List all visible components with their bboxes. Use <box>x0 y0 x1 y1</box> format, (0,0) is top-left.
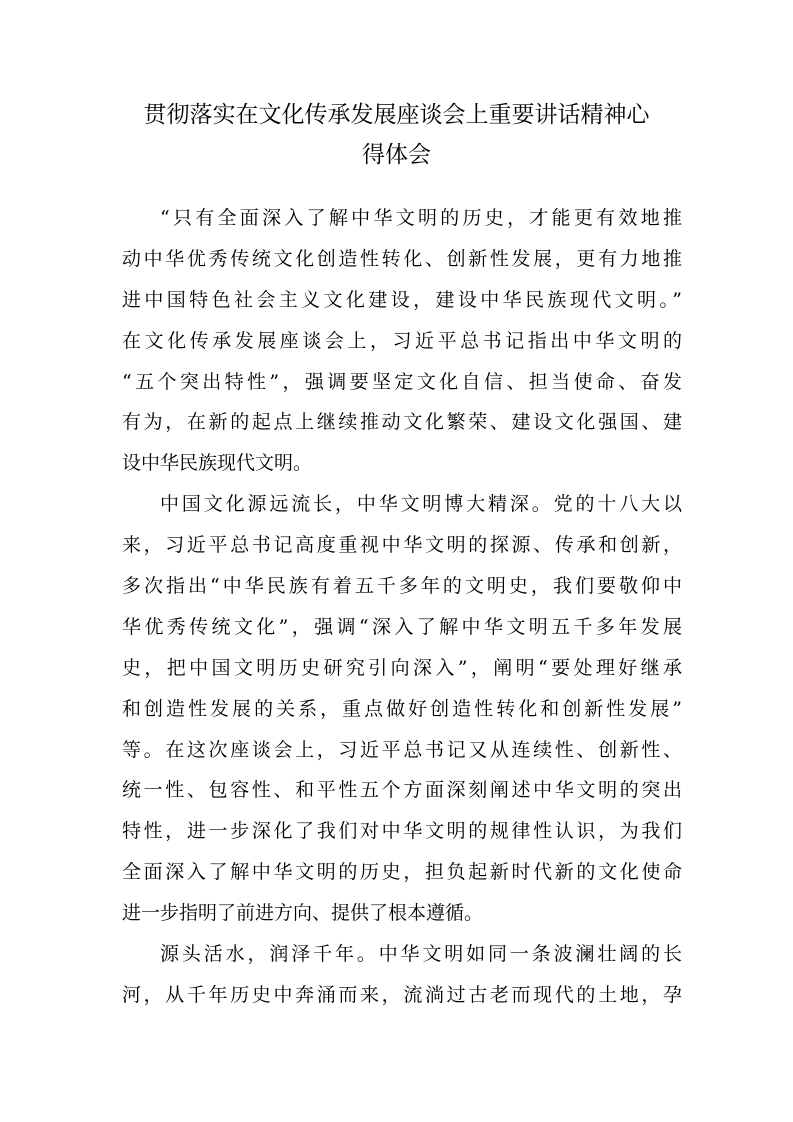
text-line: 特性，进一步深化了我们对中华文明的规律性认识，为我们 <box>122 820 682 843</box>
title-line: 得体会 <box>362 142 431 168</box>
text-line: 在文化传承发展座谈会上，习近平总书记指出中华文明的 <box>122 329 682 352</box>
document-body <box>122 198 682 1016</box>
paragraph <box>122 198 682 484</box>
text-line: 动中华优秀传统文化创造性转化、创新性发展，更有力地推 <box>122 247 682 270</box>
paragraph <box>122 484 682 934</box>
text-line: 史，把中国文明历史研究引向深入”，阐明“要处理好继承 <box>122 656 682 679</box>
text-line: “五个突出特性”，强调要坚定文化自信、担当使命、奋发 <box>122 370 682 393</box>
text-line: 和创造性发展的关系，重点做好创造性转化和创新性发展” <box>122 697 682 720</box>
text-line: 有为，在新的起点上继续推动文化繁荣、建设文化强国、建 <box>122 411 682 434</box>
paragraph <box>122 934 682 1016</box>
text-line: 河，从千年历史中奔涌而来，流淌过古老而现代的土地，孕 <box>122 983 682 1006</box>
title-line: 贯彻落实在文化传承发展座谈会上重要讲话精神心 <box>143 102 650 128</box>
text-line: 华优秀传统文化”，强调“深入了解中华文明五千多年发展 <box>122 615 682 638</box>
text-line: 进中国特色社会主义文化建设，建设中华民族现代文明。” <box>122 288 682 311</box>
text-line: 源头活水，润泽千年。中华文明如同一条波澜壮阔的长 <box>160 943 682 966</box>
document-title <box>110 95 683 175</box>
text-line: 统一性、包容性、和平性五个方面深刻阐述中华文明的突出 <box>122 779 682 802</box>
text-line: “只有全面深入了解中华文明的历史，才能更有效地推 <box>160 207 682 229</box>
text-line: 进一步指明了前进方向、提供了根本遵循。 <box>122 902 484 925</box>
text-line: 全面深入了解中华文明的历史，担负起新时代新的文化使命 <box>122 861 682 884</box>
text-line: 等。在这次座谈会上，习近平总书记又从连续性、创新性、 <box>122 738 682 761</box>
text-line: 中国文化源远流长，中华文明博大精深。党的十八大以 <box>160 493 682 516</box>
text-line: 设中华民族现代文明。 <box>122 452 313 475</box>
text-line: 来，习近平总书记高度重视中华文明的探源、传承和创新， <box>122 534 682 557</box>
text-line: 多次指出“中华民族有着五千多年的文明史，我们要敬仰中 <box>122 575 682 598</box>
